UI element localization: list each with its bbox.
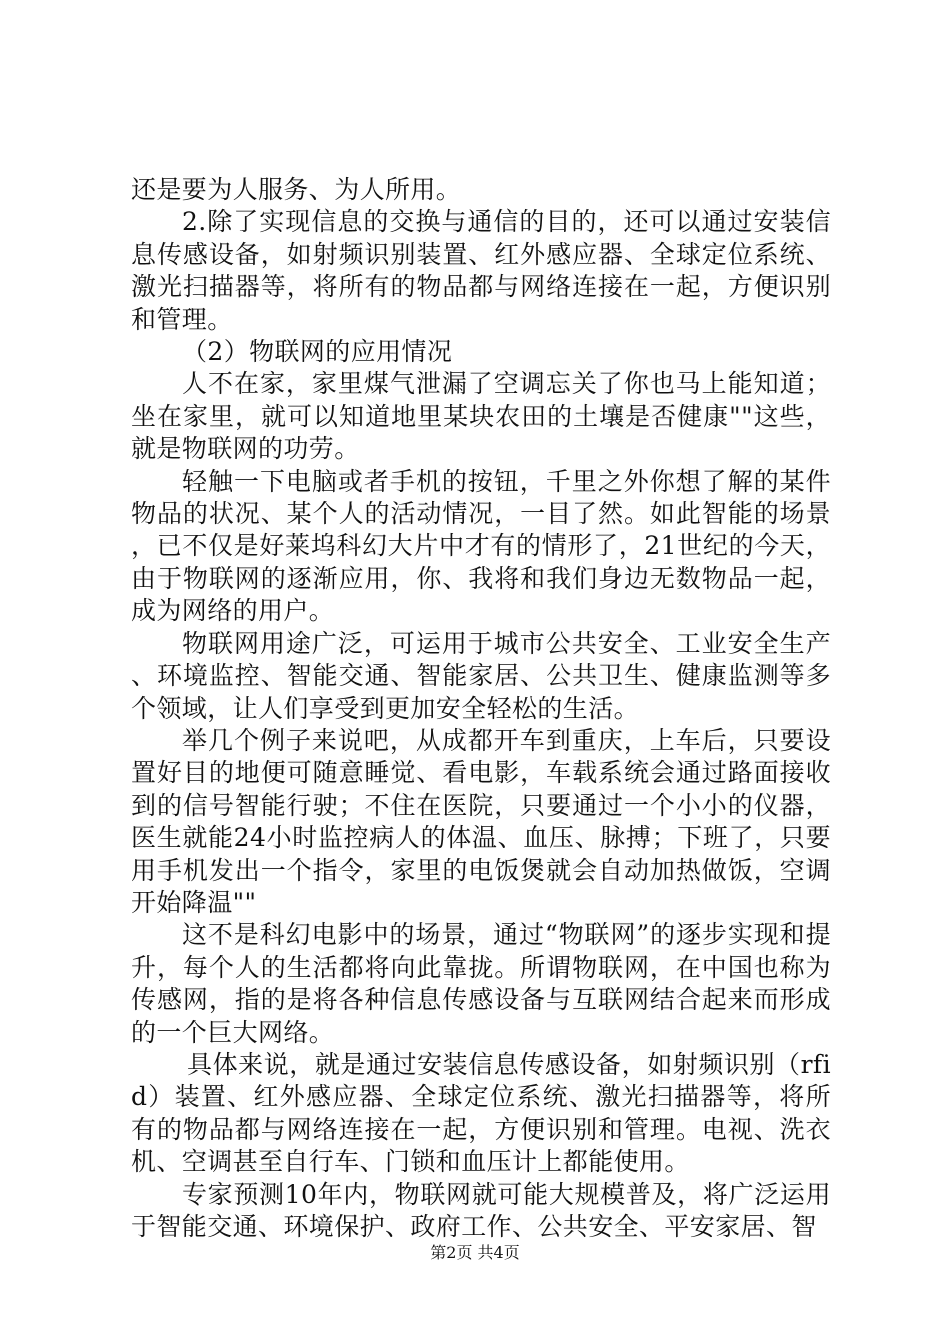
- paragraph: 还是要为人服务、为人所用。: [131, 175, 462, 204]
- section-heading: （2）物联网的应用情况: [182, 337, 453, 367]
- paragraph: 举几个例子来说吧，从成都开车到重庆，上车后，只要设置好目的地便可随意睡觉、看电影，车载系统会通过路面接收到的信号智能行驶；不住在医院，只要通过一个小小的仪器，医生就能24小时监控病人的体温、血压、脉搏；下班了，只要用手机发出一个指令，家里的电饭煲就会自动加热做饭，空调开始降温"": [131, 725, 831, 917]
- document-body: [131, 174, 831, 1243]
- paragraph: 专家预测10年内，物联网就可能大规模普及，将广泛运用于智能交通、环境保护、政府工作、公共安全、平安家居、智: [131, 1179, 831, 1241]
- paragraph: 具体来说，就是通过安装信息传感设备，如射频识别（rfid）装置、红外感应器、全球定位系统、激光扫描器等，将所有的物品都与网络连接在一起，方便识别和管理。电视、洗衣机、空调甚至自行车、门锁和血压计上都能使用。: [131, 1049, 831, 1177]
- paragraph: 2.除了实现信息的交换与通信的目的，还可以通过安装信息传感设备，如射频识别装置、红外感应器、全球定位系统、激光扫描器等，将所有的物品都与网络连接在一起，方便识别和管理。: [131, 207, 831, 334]
- paragraph: 物联网用途广泛，可运用于城市公共安全、工业安全生产、环境监控、智能交通、智能家居、公共卫生、健康监测等多个领域，让人们享受到更加安全轻松的生活。: [131, 628, 831, 723]
- paragraph: 轻触一下电脑或者手机的按钮，千里之外你想了解的某件物品的状况、某个人的活动情况，一目了然。如此智能的场景，已不仅是好莱坞科幻大片中才有的情形了，21世纪的今天，由于物联网的逐渐应用，你、我将和我们身边无数物品一起，成为网络的用户。: [131, 466, 831, 626]
- paragraph: 这不是科幻电影中的场景，通过“物联网”的逐步实现和提升，每个人的生活都将向此靠拢。所谓物联网，在中国也称为传感网，指的是将各种信息传感设备与互联网结合起来而形成的一个巨大网络。: [131, 920, 831, 1047]
- page-footer: 第2页 共4页: [430, 1243, 520, 1262]
- paragraph: 人不在家，家里煤气泄漏了空调忘关了你也马上能知道；坐在家里，就可以知道地里某块农田的土壤是否健康""这些，就是物联网的功劳。: [131, 369, 831, 464]
